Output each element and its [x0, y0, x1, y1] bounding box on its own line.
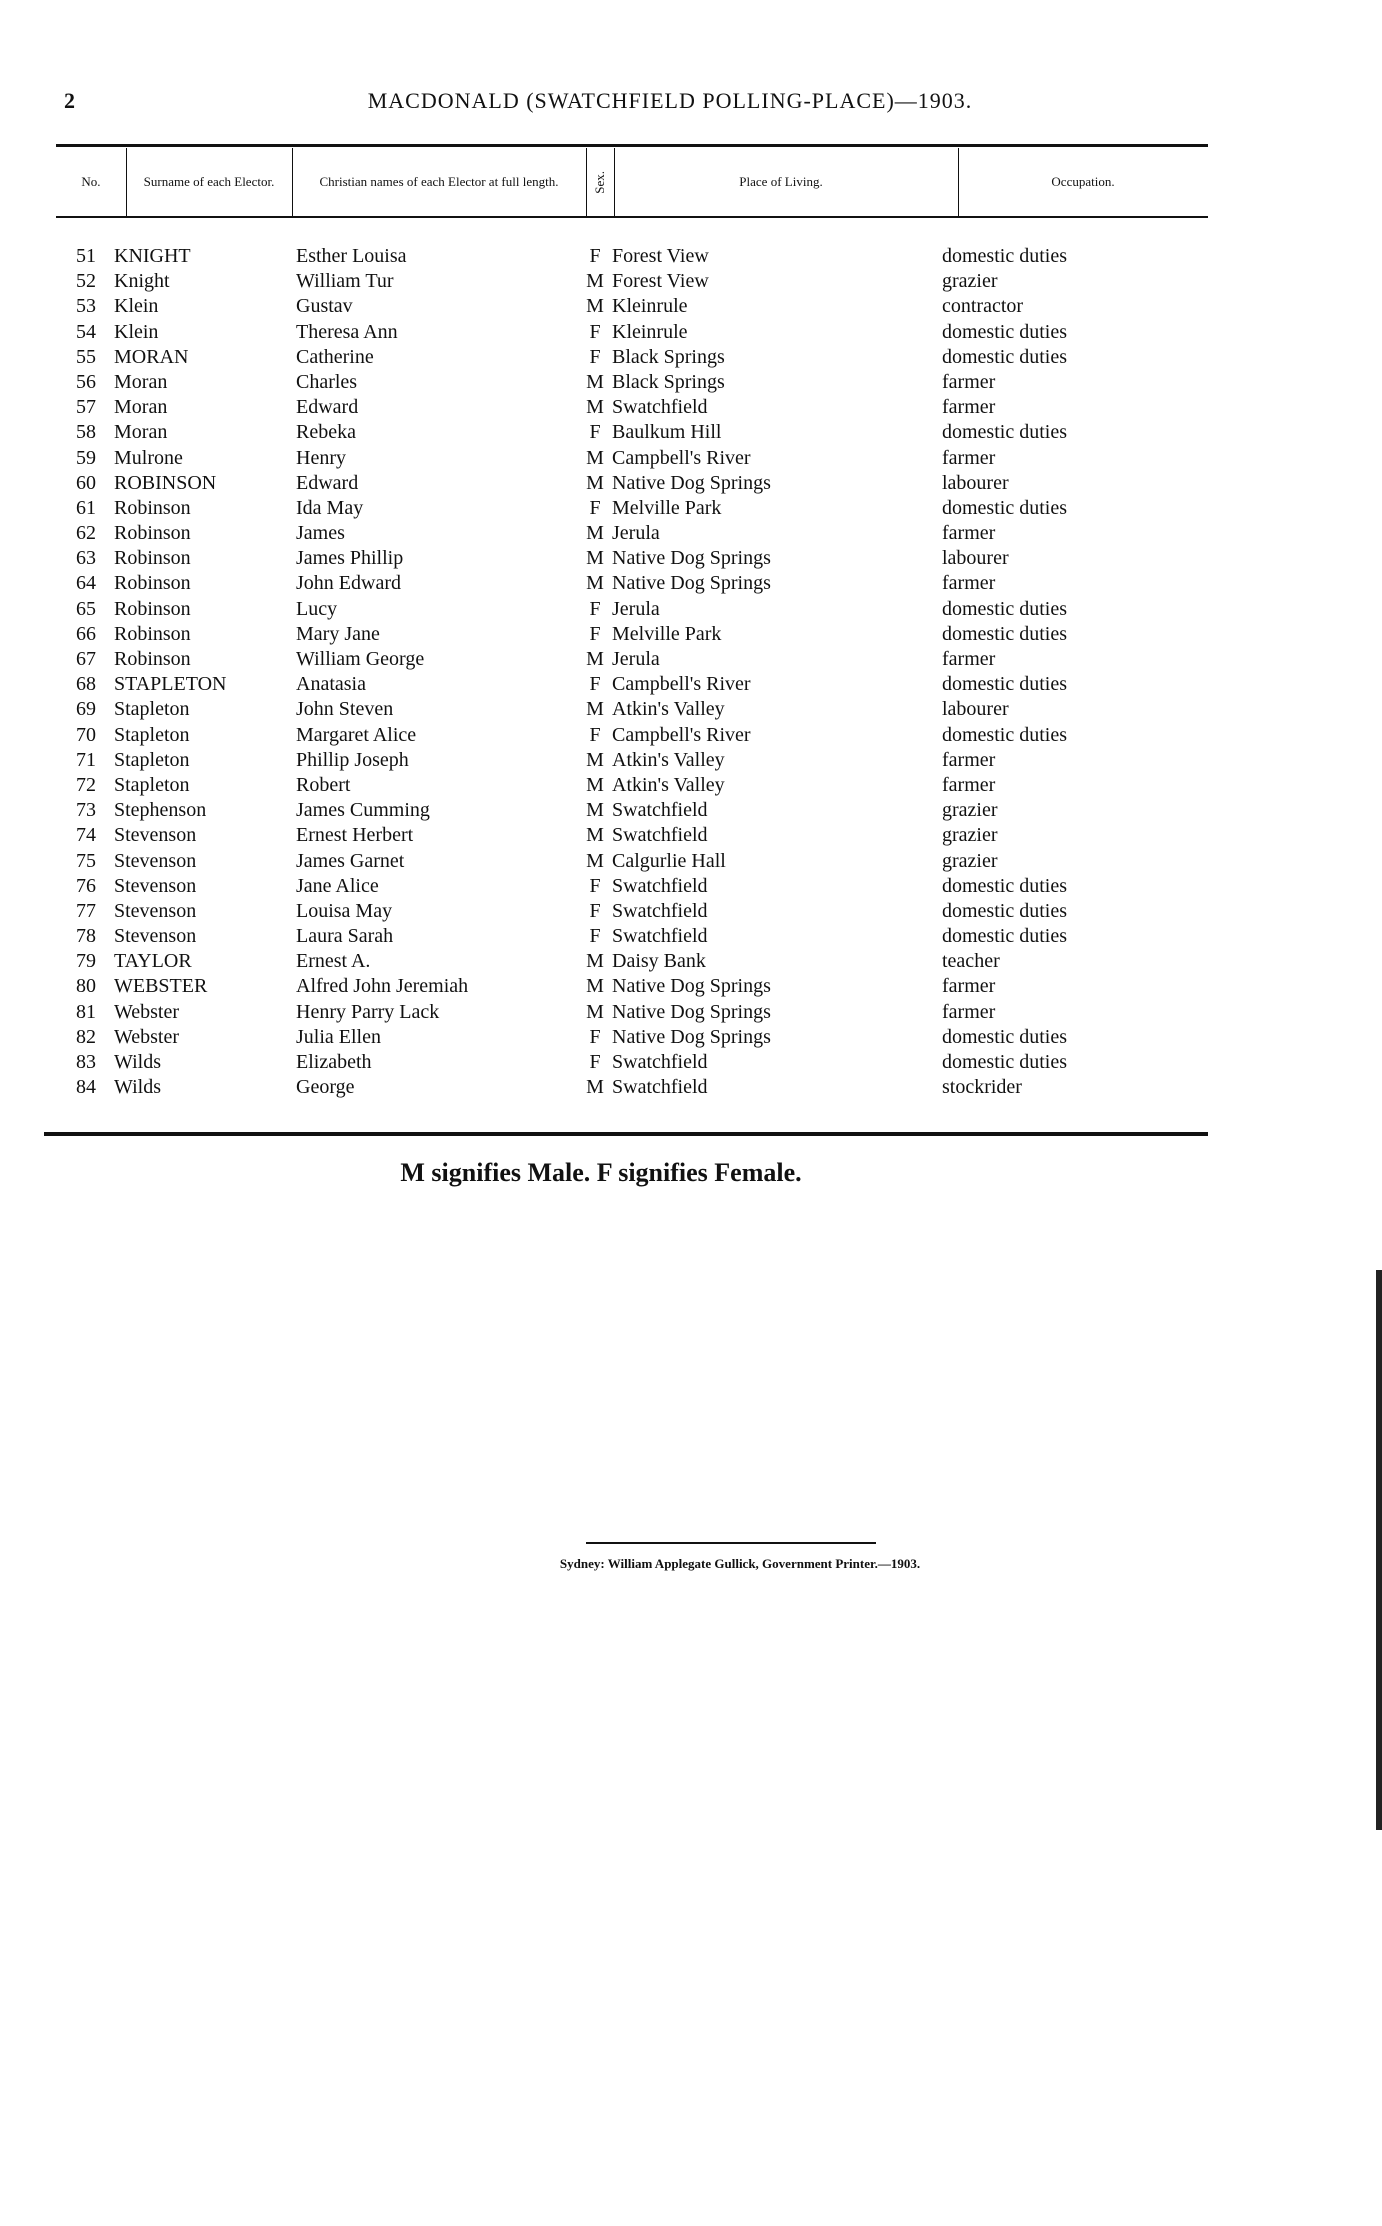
elector-occupation: farmer — [942, 446, 996, 469]
elector-occupation: labourer — [942, 698, 1009, 721]
page-title: MACDONALD (SWATCHFIELD POLLING-PLACE)—1903. — [367, 88, 973, 113]
table-row — [56, 697, 1208, 722]
table-row — [56, 521, 1208, 546]
elector-christian-names: Rebeka — [296, 421, 356, 444]
elector-surname: Klein — [114, 320, 159, 343]
elector-surname: Stevenson — [114, 824, 197, 847]
elector-occupation: domestic duties — [942, 320, 1067, 343]
elector-number: 53 — [76, 295, 96, 318]
elector-occupation: stockrider — [942, 1076, 1022, 1099]
table-row — [56, 974, 1208, 999]
elector-surname: Stapleton — [114, 748, 190, 771]
elector-christian-names: John Steven — [296, 698, 394, 721]
elector-number: 58 — [76, 421, 96, 444]
elector-number: 77 — [76, 899, 96, 922]
elector-surname: Stephenson — [114, 799, 207, 822]
elector-sex: F — [589, 345, 601, 368]
elector-sex: F — [589, 925, 601, 948]
elector-surname: Knight — [114, 270, 170, 293]
elector-occupation: domestic duties — [942, 723, 1067, 746]
elector-sex: F — [589, 597, 601, 620]
elector-sex: M — [586, 1076, 604, 1099]
elector-number: 66 — [76, 622, 96, 645]
elector-surname: WEBSTER — [114, 975, 208, 998]
table-row — [56, 345, 1208, 370]
elector-surname: Webster — [114, 1000, 180, 1023]
elector-place: Native Dog Springs — [612, 975, 771, 998]
column-header-sex-cell — [586, 148, 614, 216]
elector-occupation: farmer — [942, 648, 996, 670]
page-number: 2 — [64, 88, 75, 113]
elector-sex: M — [586, 396, 604, 419]
elector-number: 82 — [76, 1025, 96, 1048]
elector-surname: Moran — [114, 396, 168, 419]
elector-christian-names: Gustav — [296, 295, 353, 318]
elector-sex: F — [589, 1025, 601, 1048]
elector-place: Jerula — [612, 522, 660, 545]
elector-surname: Robinson — [114, 648, 191, 670]
elector-place: Swatchfield — [612, 1051, 708, 1073]
elector-christian-names: George — [296, 1076, 355, 1099]
elector-christian-names: Catherine — [296, 345, 374, 368]
elector-christian-names: James Cumming — [296, 799, 430, 822]
elector-sex: M — [586, 799, 604, 822]
elector-number: 79 — [76, 950, 96, 973]
elector-place: Jerula — [612, 597, 660, 620]
elector-occupation: farmer — [942, 1000, 996, 1023]
elector-number: 80 — [76, 975, 96, 998]
table-row — [56, 471, 1208, 496]
table-row — [56, 949, 1208, 974]
elector-occupation: grazier — [942, 270, 998, 293]
elector-sex: M — [586, 547, 604, 570]
elector-occupation: teacher — [942, 950, 1000, 973]
elector-number: 75 — [76, 849, 96, 872]
elector-place: Swatchfield — [612, 1076, 708, 1099]
elector-place: Black Springs — [612, 370, 725, 393]
table-row — [56, 446, 1208, 471]
elector-surname: Mulrone — [114, 446, 183, 469]
column-header-occupation: Occupation. — [1051, 174, 1115, 189]
printer-rule — [586, 1542, 876, 1544]
page-edge-mark — [1376, 1270, 1382, 1830]
elector-christian-names: Margaret Alice — [296, 723, 417, 746]
elector-surname: Robinson — [114, 622, 191, 645]
elector-christian-names: Anatasia — [296, 673, 366, 696]
elector-place: Atkin's Valley — [612, 698, 725, 721]
table-header — [56, 148, 1208, 218]
elector-surname: Stevenson — [114, 899, 197, 922]
elector-sex: M — [586, 975, 604, 998]
elector-surname: Stevenson — [114, 925, 197, 948]
elector-surname: Stapleton — [114, 698, 190, 721]
elector-christian-names: James Phillip — [296, 547, 404, 570]
elector-sex: M — [586, 648, 604, 670]
elector-christian-names: John Edward — [296, 572, 401, 595]
elector-place: Black Springs — [612, 345, 725, 368]
elector-number: 52 — [76, 270, 96, 293]
sex-legend: M signifies Male. F signifies Female. — [400, 1158, 802, 1187]
elector-christian-names: William George — [296, 648, 425, 670]
elector-christian-names: Ernest A. — [296, 950, 371, 973]
column-header-place: Place of Living. — [739, 174, 823, 189]
elector-place: Native Dog Springs — [612, 1025, 771, 1048]
elector-surname: TAYLOR — [114, 950, 192, 973]
elector-christian-names: Phillip Joseph — [296, 748, 409, 771]
elector-christian-names: Laura Sarah — [296, 925, 394, 948]
elector-occupation: domestic duties — [942, 597, 1067, 620]
elector-christian-names: Mary Jane — [296, 622, 380, 645]
elector-occupation: domestic duties — [942, 899, 1067, 922]
elector-place: Native Dog Springs — [612, 1000, 771, 1023]
elector-surname: ROBINSON — [114, 471, 217, 494]
column-header-sex: Sex. — [592, 170, 607, 194]
elector-occupation: domestic duties — [942, 421, 1067, 444]
electors-list — [56, 244, 1208, 1100]
elector-surname: KNIGHT — [114, 245, 191, 267]
elector-number: 78 — [76, 925, 96, 948]
elector-number: 68 — [76, 673, 96, 696]
elector-occupation: farmer — [942, 370, 996, 393]
elector-sex: F — [589, 245, 601, 267]
elector-sex: F — [589, 673, 601, 696]
table-row — [56, 849, 1208, 874]
elector-sex: F — [589, 899, 601, 922]
elector-place: Forest View — [612, 245, 709, 267]
elector-place: Jerula — [612, 648, 660, 670]
elector-place: Kleinrule — [612, 295, 688, 318]
elector-surname: Moran — [114, 370, 168, 393]
elector-surname: Moran — [114, 421, 168, 444]
elector-occupation: labourer — [942, 547, 1009, 570]
elector-number: 63 — [76, 547, 96, 570]
elector-christian-names: Alfred John Jeremiah — [296, 975, 469, 998]
elector-number: 56 — [76, 370, 96, 393]
elector-occupation: labourer — [942, 471, 1009, 494]
elector-surname: Stapleton — [114, 773, 190, 796]
elector-occupation: domestic duties — [942, 1025, 1067, 1048]
elector-occupation: contractor — [942, 295, 1024, 318]
elector-christian-names: Jane Alice — [296, 874, 379, 897]
table-row — [56, 622, 1208, 647]
elector-number: 65 — [76, 597, 96, 620]
elector-number: 62 — [76, 522, 96, 545]
table-row — [56, 370, 1208, 395]
elector-christian-names: Louisa May — [296, 899, 393, 922]
elector-occupation: domestic duties — [942, 874, 1067, 897]
table-row — [56, 748, 1208, 773]
elector-place: Campbell's River — [612, 446, 751, 469]
table-row — [56, 924, 1208, 949]
elector-sex: M — [586, 370, 604, 393]
elector-number: 73 — [76, 799, 96, 822]
elector-number: 76 — [76, 874, 96, 897]
elector-occupation: farmer — [942, 975, 996, 998]
elector-occupation: farmer — [942, 522, 996, 545]
table-row — [56, 244, 1208, 269]
elector-place: Atkin's Valley — [612, 773, 725, 796]
elector-place: Swatchfield — [612, 925, 708, 948]
elector-place: Melville Park — [612, 622, 722, 645]
elector-occupation: farmer — [942, 572, 996, 595]
elector-sex: F — [589, 320, 601, 343]
column-header-no: No. — [81, 174, 101, 189]
elector-number: 72 — [76, 773, 96, 796]
elector-place: Forest View — [612, 270, 709, 293]
table-row — [56, 798, 1208, 823]
table-row — [56, 571, 1208, 596]
column-divider — [292, 148, 293, 216]
elector-sex: M — [586, 295, 604, 318]
elector-christian-names: Edward — [296, 471, 359, 494]
elector-number: 84 — [76, 1076, 96, 1099]
elector-surname: Stapleton — [114, 723, 190, 746]
elector-occupation: domestic duties — [942, 1051, 1067, 1073]
elector-sex: M — [586, 698, 604, 721]
table-row — [56, 1075, 1208, 1100]
table-row — [56, 546, 1208, 571]
elector-christian-names: James — [296, 522, 345, 545]
elector-place: Daisy Bank — [612, 950, 706, 973]
elector-surname: Stevenson — [114, 874, 197, 897]
elector-occupation: domestic duties — [942, 622, 1067, 645]
elector-number: 54 — [76, 320, 96, 343]
elector-place: Baulkum Hill — [612, 421, 722, 444]
elector-christian-names: Ida May — [296, 496, 364, 519]
elector-number: 71 — [76, 748, 96, 771]
elector-christian-names: Henry — [296, 446, 346, 469]
elector-place: Campbell's River — [612, 673, 751, 696]
elector-sex: F — [589, 874, 601, 897]
elector-occupation: domestic duties — [942, 496, 1067, 519]
elector-sex: M — [586, 950, 604, 973]
printer-imprint: Sydney: William Applegate Gullick, Government Printer.—1903. — [559, 1556, 921, 1571]
elector-occupation: domestic duties — [942, 673, 1067, 696]
elector-place: Swatchfield — [612, 799, 708, 822]
elector-number: 74 — [76, 824, 96, 847]
table-row — [56, 899, 1208, 924]
elector-sex: F — [589, 496, 601, 519]
table-row — [56, 773, 1208, 798]
column-header-surname: Surname of each Elector. — [143, 174, 275, 189]
elector-christian-names: Julia Ellen — [296, 1025, 381, 1048]
elector-surname: Wilds — [114, 1051, 161, 1073]
elector-place: Native Dog Springs — [612, 572, 771, 595]
elector-occupation: farmer — [942, 773, 996, 796]
elector-surname: Robinson — [114, 522, 191, 545]
elector-place: Campbell's River — [612, 723, 751, 746]
elector-christian-names: Henry Parry Lack — [296, 1000, 440, 1023]
elector-surname: MORAN — [114, 345, 189, 368]
elector-occupation: grazier — [942, 799, 998, 822]
elector-surname: Stevenson — [114, 849, 197, 872]
elector-sex: F — [589, 1051, 601, 1073]
column-header-christian-names: Christian names of each Elector at full length. — [319, 174, 559, 189]
elector-number: 70 — [76, 723, 96, 746]
elector-sex: M — [586, 572, 604, 595]
elector-christian-names: Edward — [296, 396, 359, 419]
elector-place: Native Dog Springs — [612, 547, 771, 570]
elector-number: 61 — [76, 496, 96, 519]
elector-place: Swatchfield — [612, 874, 708, 897]
header-rule-top — [56, 144, 1208, 147]
elector-number: 55 — [76, 345, 96, 368]
elector-christian-names: Robert — [296, 773, 351, 796]
elector-number: 81 — [76, 1000, 96, 1023]
elector-sex: M — [586, 773, 604, 796]
elector-place: Atkin's Valley — [612, 748, 725, 771]
elector-occupation: farmer — [942, 396, 996, 419]
elector-sex: F — [589, 421, 601, 444]
elector-occupation: grazier — [942, 849, 998, 872]
table-row — [56, 294, 1208, 319]
table-row — [56, 672, 1208, 697]
elector-christian-names: Esther Louisa — [296, 245, 407, 267]
table-rule-bottom — [44, 1132, 1208, 1136]
elector-sex: M — [586, 849, 604, 872]
elector-number: 83 — [76, 1051, 96, 1073]
elector-occupation: domestic duties — [942, 245, 1067, 267]
elector-number: 60 — [76, 471, 96, 494]
elector-christian-names: William Tur — [296, 270, 394, 293]
table-row — [56, 823, 1208, 848]
elector-occupation: domestic duties — [942, 345, 1067, 368]
elector-sex: M — [586, 1000, 604, 1023]
elector-surname: Robinson — [114, 547, 191, 570]
table-row — [56, 496, 1208, 521]
table-row — [56, 647, 1208, 672]
elector-sex: M — [586, 270, 604, 293]
elector-christian-names: Ernest Herbert — [296, 824, 414, 847]
table-row — [56, 269, 1208, 294]
table-row — [56, 597, 1208, 622]
elector-place: Swatchfield — [612, 899, 708, 922]
elector-number: 69 — [76, 698, 96, 721]
elector-sex: F — [589, 622, 601, 645]
elector-place: Melville Park — [612, 496, 722, 519]
table-row — [56, 320, 1208, 345]
table-row — [56, 395, 1208, 420]
elector-place: Kleinrule — [612, 320, 688, 343]
elector-number: 57 — [76, 396, 96, 419]
elector-number: 64 — [76, 572, 96, 595]
elector-sex: M — [586, 748, 604, 771]
table-row — [56, 1000, 1208, 1025]
elector-occupation: domestic duties — [942, 925, 1067, 948]
elector-occupation: grazier — [942, 824, 998, 847]
elector-sex: M — [586, 471, 604, 494]
elector-christian-names: Lucy — [296, 597, 338, 620]
elector-surname: Klein — [114, 295, 159, 318]
elector-number: 51 — [76, 245, 96, 267]
table-row — [56, 874, 1208, 899]
elector-surname: STAPLETON — [114, 673, 227, 696]
elector-christian-names: James Garnet — [296, 849, 405, 872]
elector-surname: Robinson — [114, 496, 191, 519]
elector-sex: F — [589, 723, 601, 746]
elector-surname: Robinson — [114, 597, 191, 620]
elector-place: Swatchfield — [612, 824, 708, 847]
elector-christian-names: Theresa Ann — [296, 320, 398, 343]
elector-number: 67 — [76, 648, 96, 670]
elector-place: Native Dog Springs — [612, 471, 771, 494]
elector-christian-names: Charles — [296, 370, 358, 393]
table-row — [56, 1025, 1208, 1050]
elector-sex: M — [586, 446, 604, 469]
table-row — [56, 420, 1208, 445]
elector-surname: Wilds — [114, 1076, 161, 1099]
elector-sex: M — [586, 824, 604, 847]
elector-place: Swatchfield — [612, 396, 708, 419]
elector-place: Calgurlie Hall — [612, 849, 726, 872]
elector-surname: Webster — [114, 1025, 180, 1048]
elector-occupation: farmer — [942, 748, 996, 771]
elector-christian-names: Elizabeth — [296, 1051, 372, 1073]
table-row — [56, 723, 1208, 748]
elector-surname: Robinson — [114, 572, 191, 595]
elector-number: 59 — [76, 446, 96, 469]
elector-sex: M — [586, 522, 604, 545]
table-row — [56, 1050, 1208, 1075]
